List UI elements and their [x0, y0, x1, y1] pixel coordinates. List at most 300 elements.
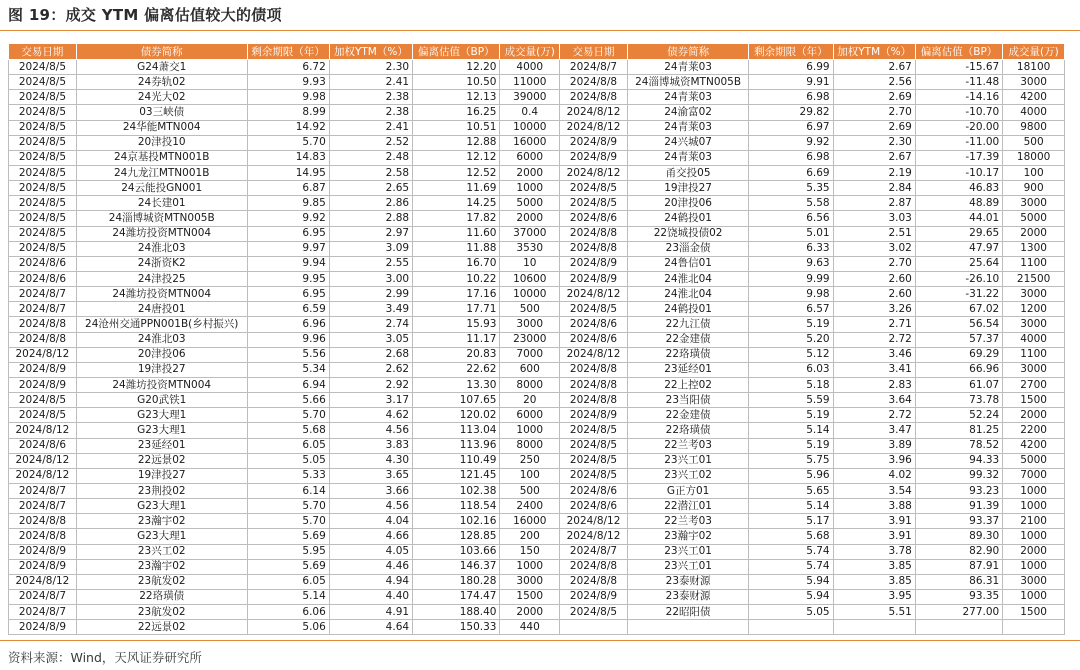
table-cell: 22.62 [413, 362, 500, 377]
source-note: 资料来源：Wind，天风证券研究所 [8, 650, 202, 665]
table-row [9, 302, 1065, 317]
table-cell: 2024/8/9 [560, 408, 628, 423]
table-cell: 6.95 [247, 226, 329, 241]
table-cell [915, 620, 1002, 635]
table-cell: 24淮北04 [627, 271, 748, 286]
table-row [9, 453, 1065, 468]
table-cell: 2024/8/8 [560, 90, 628, 105]
figure-title: 图 19：成交 YTM 偏离估值较大的债项 [8, 6, 282, 24]
table-cell: 146.37 [413, 559, 500, 574]
table-cell: 22兰考03 [627, 514, 748, 529]
table-cell: -20.00 [915, 120, 1002, 135]
table-row [9, 574, 1065, 589]
table-cell: 2024/8/5 [560, 196, 628, 211]
table-cell: 2024/8/12 [9, 423, 77, 438]
table-cell: 5.34 [247, 362, 329, 377]
table-row [9, 75, 1065, 90]
table-cell: 4.56 [329, 499, 412, 514]
table-cell: 3.65 [329, 468, 412, 483]
table-cell: 24沧州交通PPN001B(乡村振兴) [76, 317, 247, 332]
table-cell: 9.91 [749, 75, 833, 90]
table-cell: 4.30 [329, 453, 412, 468]
table-cell: 2024/8/12 [560, 105, 628, 120]
table-cell: 5.68 [247, 423, 329, 438]
table-cell: 86.31 [915, 574, 1002, 589]
table-cell: 6.98 [749, 90, 833, 105]
column-header: 债券简称 [76, 44, 247, 60]
table-cell: 9.99 [749, 271, 833, 286]
table-cell: 4.91 [329, 605, 412, 620]
table-cell: 2400 [500, 499, 560, 514]
table-cell: 23兴工02 [76, 544, 247, 559]
table-cell: 14.92 [247, 120, 329, 135]
table-row [9, 438, 1065, 453]
table-cell: 24云能投GN001 [76, 181, 247, 196]
table-cell: 6.97 [749, 120, 833, 135]
table-cell: 24券轨02 [76, 75, 247, 90]
table-cell: 2024/8/12 [560, 120, 628, 135]
table-cell: 22珞璜债 [627, 423, 748, 438]
table-cell: 9.94 [247, 256, 329, 271]
table-cell: 2024/8/6 [560, 483, 628, 498]
column-header: 加权YTM（%） [329, 44, 412, 60]
table-cell: 440 [500, 620, 560, 635]
table-cell: 500 [1003, 135, 1065, 150]
table-cell: 200 [500, 529, 560, 544]
table-cell: 78.52 [915, 438, 1002, 453]
table-cell: 18100 [1003, 60, 1065, 75]
table-cell: 9.98 [247, 90, 329, 105]
table-cell: 6.87 [247, 181, 329, 196]
table-cell: 3000 [1003, 196, 1065, 211]
table-cell: 12.88 [413, 135, 500, 150]
table-cell: 2024/8/12 [560, 529, 628, 544]
table-cell: 2024/8/8 [560, 226, 628, 241]
table-cell: 21500 [1003, 271, 1065, 286]
table-cell: 5.14 [247, 589, 329, 604]
table-row [9, 165, 1065, 180]
table-cell: 22珞璜债 [627, 347, 748, 362]
table-cell: 03三峡债 [76, 105, 247, 120]
table-cell: 10000 [500, 120, 560, 135]
table-cell: 2024/8/6 [560, 317, 628, 332]
table-cell: 2024/8/8 [560, 241, 628, 256]
table-cell: 17.16 [413, 287, 500, 302]
table-cell: 3000 [500, 574, 560, 589]
table-cell: 2024/8/9 [560, 589, 628, 604]
table-cell: 5.17 [749, 514, 833, 529]
table-cell: 93.37 [915, 514, 1002, 529]
table-row [9, 256, 1065, 271]
table-cell: 23淄金债 [627, 241, 748, 256]
table-cell: 6.98 [749, 150, 833, 165]
table-cell: 2024/8/8 [560, 393, 628, 408]
table-cell: 9.98 [749, 287, 833, 302]
table-cell: 16.70 [413, 256, 500, 271]
table-cell: 12.12 [413, 150, 500, 165]
table-cell: 2024/8/5 [9, 226, 77, 241]
table-cell: 20津投06 [76, 347, 247, 362]
table-cell: -26.10 [915, 271, 1002, 286]
table-cell: 2.88 [329, 211, 412, 226]
table-cell: 5000 [500, 196, 560, 211]
table-cell: 2024/8/5 [560, 468, 628, 483]
table-cell: 2024/8/8 [560, 75, 628, 90]
table-cell: 3.85 [833, 574, 915, 589]
table-cell: 102.16 [413, 514, 500, 529]
table-cell: 24淮北03 [76, 241, 247, 256]
table-cell: 22上控02 [627, 377, 748, 392]
table-cell: 22金建债 [627, 408, 748, 423]
table-cell: 9800 [1003, 120, 1065, 135]
table-row [9, 483, 1065, 498]
table-cell: 23航发02 [76, 574, 247, 589]
table-cell: 10600 [500, 271, 560, 286]
table-cell: 4000 [1003, 332, 1065, 347]
table-cell: 24淄博城资MTN005B [627, 75, 748, 90]
table-cell: 3.89 [833, 438, 915, 453]
table-cell: 67.02 [915, 302, 1002, 317]
table-cell: 23兴工01 [627, 544, 748, 559]
table-cell: 2024/8/8 [9, 332, 77, 347]
table-row [9, 105, 1065, 120]
table-cell: 1500 [1003, 605, 1065, 620]
table-cell: 2024/8/6 [9, 438, 77, 453]
table-cell: 6.06 [247, 605, 329, 620]
table-cell: 3.66 [329, 483, 412, 498]
table-cell: 29.65 [915, 226, 1002, 241]
table-cell: 2.67 [833, 60, 915, 75]
table-cell: 2024/8/5 [560, 181, 628, 196]
table-cell: 29.82 [749, 105, 833, 120]
table-row [9, 150, 1065, 165]
table-cell: 3.05 [329, 332, 412, 347]
table-cell: G23大理1 [76, 529, 247, 544]
table-cell: 5.20 [749, 332, 833, 347]
table-cell: -14.16 [915, 90, 1002, 105]
table-cell: 22潜江01 [627, 499, 748, 514]
table-cell: 2.51 [833, 226, 915, 241]
table-cell: 2.70 [833, 256, 915, 271]
table-cell: 6.94 [247, 377, 329, 392]
table-cell: -10.70 [915, 105, 1002, 120]
table-cell: 2.41 [329, 120, 412, 135]
table-cell: 1100 [1003, 347, 1065, 362]
table-cell: 5.33 [247, 468, 329, 483]
table-row [9, 589, 1065, 604]
table-cell: 19津投27 [76, 362, 247, 377]
table-cell: 250 [500, 453, 560, 468]
table-cell: 17.82 [413, 211, 500, 226]
table-row [9, 377, 1065, 392]
column-header: 交易日期 [9, 44, 77, 60]
footer-divider [0, 640, 1080, 641]
table-cell: 2024/8/6 [9, 256, 77, 271]
table-cell: 1000 [1003, 529, 1065, 544]
table-cell: 2000 [500, 165, 560, 180]
table-cell: 3000 [1003, 362, 1065, 377]
table-cell: 52.24 [915, 408, 1002, 423]
table-cell: 81.25 [915, 423, 1002, 438]
table-cell: 17.71 [413, 302, 500, 317]
column-header: 偏离估值（BP） [413, 44, 500, 60]
table-row [9, 332, 1065, 347]
column-header: 成交量(万) [500, 44, 560, 60]
table-cell: 1000 [500, 559, 560, 574]
table-row [9, 90, 1065, 105]
table-cell: 9.85 [247, 196, 329, 211]
table-row [9, 317, 1065, 332]
table-cell: 100 [500, 468, 560, 483]
table-cell: 2.92 [329, 377, 412, 392]
table-cell: 10 [500, 256, 560, 271]
table-cell: 24华能MTN004 [76, 120, 247, 135]
table-cell: 3.95 [833, 589, 915, 604]
table-cell: 16000 [500, 135, 560, 150]
table-cell: 10.50 [413, 75, 500, 90]
table-cell: 44.01 [915, 211, 1002, 226]
table-cell: 0.4 [500, 105, 560, 120]
table-cell: 2.99 [329, 287, 412, 302]
table-cell: 2024/8/5 [9, 211, 77, 226]
table-cell: 3000 [1003, 317, 1065, 332]
table-cell: 118.54 [413, 499, 500, 514]
table-cell: 110.49 [413, 453, 500, 468]
table-row [9, 181, 1065, 196]
table-cell: 24鲁信01 [627, 256, 748, 271]
table-cell: 2024/8/12 [560, 165, 628, 180]
table-cell: 2.58 [329, 165, 412, 180]
table-cell: 23荆投02 [76, 483, 247, 498]
table-cell: 24兴城07 [627, 135, 748, 150]
table-cell: 2024/8/9 [9, 544, 77, 559]
table-cell: 8000 [500, 438, 560, 453]
table-cell: 23兴工02 [627, 468, 748, 483]
table-cell: 6.95 [247, 287, 329, 302]
table-cell: 107.65 [413, 393, 500, 408]
table-cell: 9.96 [247, 332, 329, 347]
table-cell: 3.46 [833, 347, 915, 362]
column-header: 剩余期限（年） [749, 44, 833, 60]
table-cell: 2700 [1003, 377, 1065, 392]
table-cell: 1200 [1003, 302, 1065, 317]
table-cell: 3.00 [329, 271, 412, 286]
table-cell: 7000 [500, 347, 560, 362]
table-cell: 12.52 [413, 165, 500, 180]
table-cell: 5.14 [749, 499, 833, 514]
table-cell: 19津投27 [627, 181, 748, 196]
table-cell: 5.94 [749, 574, 833, 589]
table-cell: 24淮北04 [627, 287, 748, 302]
table-cell: 6.72 [247, 60, 329, 75]
table-cell: 2.69 [833, 90, 915, 105]
table-cell: 3.91 [833, 514, 915, 529]
table-cell: G23大理1 [76, 423, 247, 438]
table-cell: 5.19 [749, 317, 833, 332]
table-cell: 23延经01 [627, 362, 748, 377]
table-cell: 121.45 [413, 468, 500, 483]
table-cell: 20津投10 [76, 135, 247, 150]
table-cell: 甬交投05 [627, 165, 748, 180]
table-cell: 16000 [500, 514, 560, 529]
table-cell: -11.48 [915, 75, 1002, 90]
table-cell: 2000 [1003, 226, 1065, 241]
table-cell: 5.70 [247, 514, 329, 529]
table-cell: 2024/8/5 [560, 453, 628, 468]
table-cell: 5.70 [247, 408, 329, 423]
table-cell: 5.01 [749, 226, 833, 241]
table-cell: 22九江债 [627, 317, 748, 332]
table-cell: 24津投25 [76, 271, 247, 286]
table-cell: 2.41 [329, 75, 412, 90]
table-cell: 24淮北03 [76, 332, 247, 347]
table-cell: 14.25 [413, 196, 500, 211]
table-cell: 2024/8/8 [560, 574, 628, 589]
table-cell: 3.02 [833, 241, 915, 256]
table-cell: 8000 [500, 377, 560, 392]
table-cell: 5.74 [749, 559, 833, 574]
table-cell: 23泰财源 [627, 574, 748, 589]
table-cell: 2024/8/8 [9, 529, 77, 544]
table-cell: 3.41 [833, 362, 915, 377]
table-cell: 600 [500, 362, 560, 377]
table-cell: 12.20 [413, 60, 500, 75]
table-cell: 23延经01 [76, 438, 247, 453]
table-cell: 12.13 [413, 90, 500, 105]
table-cell: 69.29 [915, 347, 1002, 362]
table-cell: -17.39 [915, 150, 1002, 165]
table-cell: 57.37 [915, 332, 1002, 347]
table-cell: 4.62 [329, 408, 412, 423]
table-cell: 15.93 [413, 317, 500, 332]
table-cell: 5.51 [833, 605, 915, 620]
table-cell: 5.75 [749, 453, 833, 468]
table-cell: 22饶城投债02 [627, 226, 748, 241]
table-cell: 2024/8/6 [560, 499, 628, 514]
table-cell: 2024/8/5 [560, 302, 628, 317]
table-cell: 1000 [1003, 559, 1065, 574]
table-cell: 2024/8/7 [560, 544, 628, 559]
table-cell: 24长建01 [76, 196, 247, 211]
table-cell: 2.62 [329, 362, 412, 377]
table-cell: 5.05 [749, 605, 833, 620]
table-cell: 150 [500, 544, 560, 559]
table-cell: 73.78 [915, 393, 1002, 408]
table-cell: 3.91 [833, 529, 915, 544]
table-row [9, 423, 1065, 438]
table-cell [749, 620, 833, 635]
table-cell: 22远景02 [76, 453, 247, 468]
table-cell: -31.22 [915, 287, 1002, 302]
table-cell: 3.85 [833, 559, 915, 574]
table-cell: 2.19 [833, 165, 915, 180]
table-cell: 3.78 [833, 544, 915, 559]
table-cell: 4.46 [329, 559, 412, 574]
table-cell: 2200 [1003, 423, 1065, 438]
table-cell: 5.19 [749, 438, 833, 453]
table-cell: 5.12 [749, 347, 833, 362]
table-cell: 2024/8/6 [560, 332, 628, 347]
table-cell: 4.02 [833, 468, 915, 483]
title-divider [0, 30, 1080, 31]
table-cell: G23大理1 [76, 408, 247, 423]
table-cell: 14.83 [247, 150, 329, 165]
table-cell: 2024/8/9 [560, 150, 628, 165]
table-cell: 1000 [500, 181, 560, 196]
table-cell: 5.06 [247, 620, 329, 635]
table-cell: 150.33 [413, 620, 500, 635]
table-cell [833, 620, 915, 635]
table-cell: 1100 [1003, 256, 1065, 271]
table-row [9, 620, 1065, 635]
table-cell: 82.90 [915, 544, 1002, 559]
table-cell: 2024/8/9 [560, 271, 628, 286]
table-row [9, 499, 1065, 514]
table-cell: 5.14 [749, 423, 833, 438]
table-cell: 2024/8/7 [9, 589, 77, 604]
table-cell: 1500 [1003, 393, 1065, 408]
table-cell: 6.03 [749, 362, 833, 377]
table-cell: 5.95 [247, 544, 329, 559]
table-cell: 6.14 [247, 483, 329, 498]
table-row [9, 514, 1065, 529]
table-cell: 2024/8/5 [9, 60, 77, 75]
table-cell: 10.51 [413, 120, 500, 135]
table-cell: 2024/8/9 [9, 559, 77, 574]
table-cell: 2024/8/5 [9, 105, 77, 120]
table-cell: 2.38 [329, 90, 412, 105]
table-cell: 2024/8/12 [9, 468, 77, 483]
table-cell: 18000 [1003, 150, 1065, 165]
table-cell: 3000 [1003, 287, 1065, 302]
table-cell: 25.64 [915, 256, 1002, 271]
table-cell: 2.97 [329, 226, 412, 241]
table-cell: 2.86 [329, 196, 412, 211]
table-cell: 2024/8/5 [9, 120, 77, 135]
table-cell: 2000 [500, 211, 560, 226]
table-cell: 3.49 [329, 302, 412, 317]
table-cell: 39000 [500, 90, 560, 105]
table-cell: 2024/8/12 [560, 347, 628, 362]
table-cell: 3.17 [329, 393, 412, 408]
table-cell: 93.23 [915, 483, 1002, 498]
table-cell: 2.87 [833, 196, 915, 211]
table-cell: 500 [500, 302, 560, 317]
table-cell: 500 [500, 483, 560, 498]
table-cell: 2000 [1003, 408, 1065, 423]
table-cell: 2024/8/12 [560, 514, 628, 529]
table-cell: 2.72 [833, 408, 915, 423]
table-cell: 1000 [1003, 483, 1065, 498]
table-cell: 2024/8/9 [560, 256, 628, 271]
table-cell: 3.88 [833, 499, 915, 514]
table-cell: 277.00 [915, 605, 1002, 620]
column-header: 成交量(万) [1003, 44, 1065, 60]
column-header: 交易日期 [560, 44, 628, 60]
table-cell: 3000 [500, 317, 560, 332]
table-cell: 23泰财源 [627, 589, 748, 604]
table-cell: 6.99 [749, 60, 833, 75]
table-cell: 5.69 [247, 529, 329, 544]
table-cell: 3530 [500, 241, 560, 256]
table-cell: 56.54 [915, 317, 1002, 332]
table-cell: 6.69 [749, 165, 833, 180]
table-row [9, 393, 1065, 408]
table-cell: 6000 [500, 150, 560, 165]
table-cell: 24青莱03 [627, 60, 748, 75]
table-cell: 1500 [500, 589, 560, 604]
table-cell: 2024/8/5 [9, 135, 77, 150]
